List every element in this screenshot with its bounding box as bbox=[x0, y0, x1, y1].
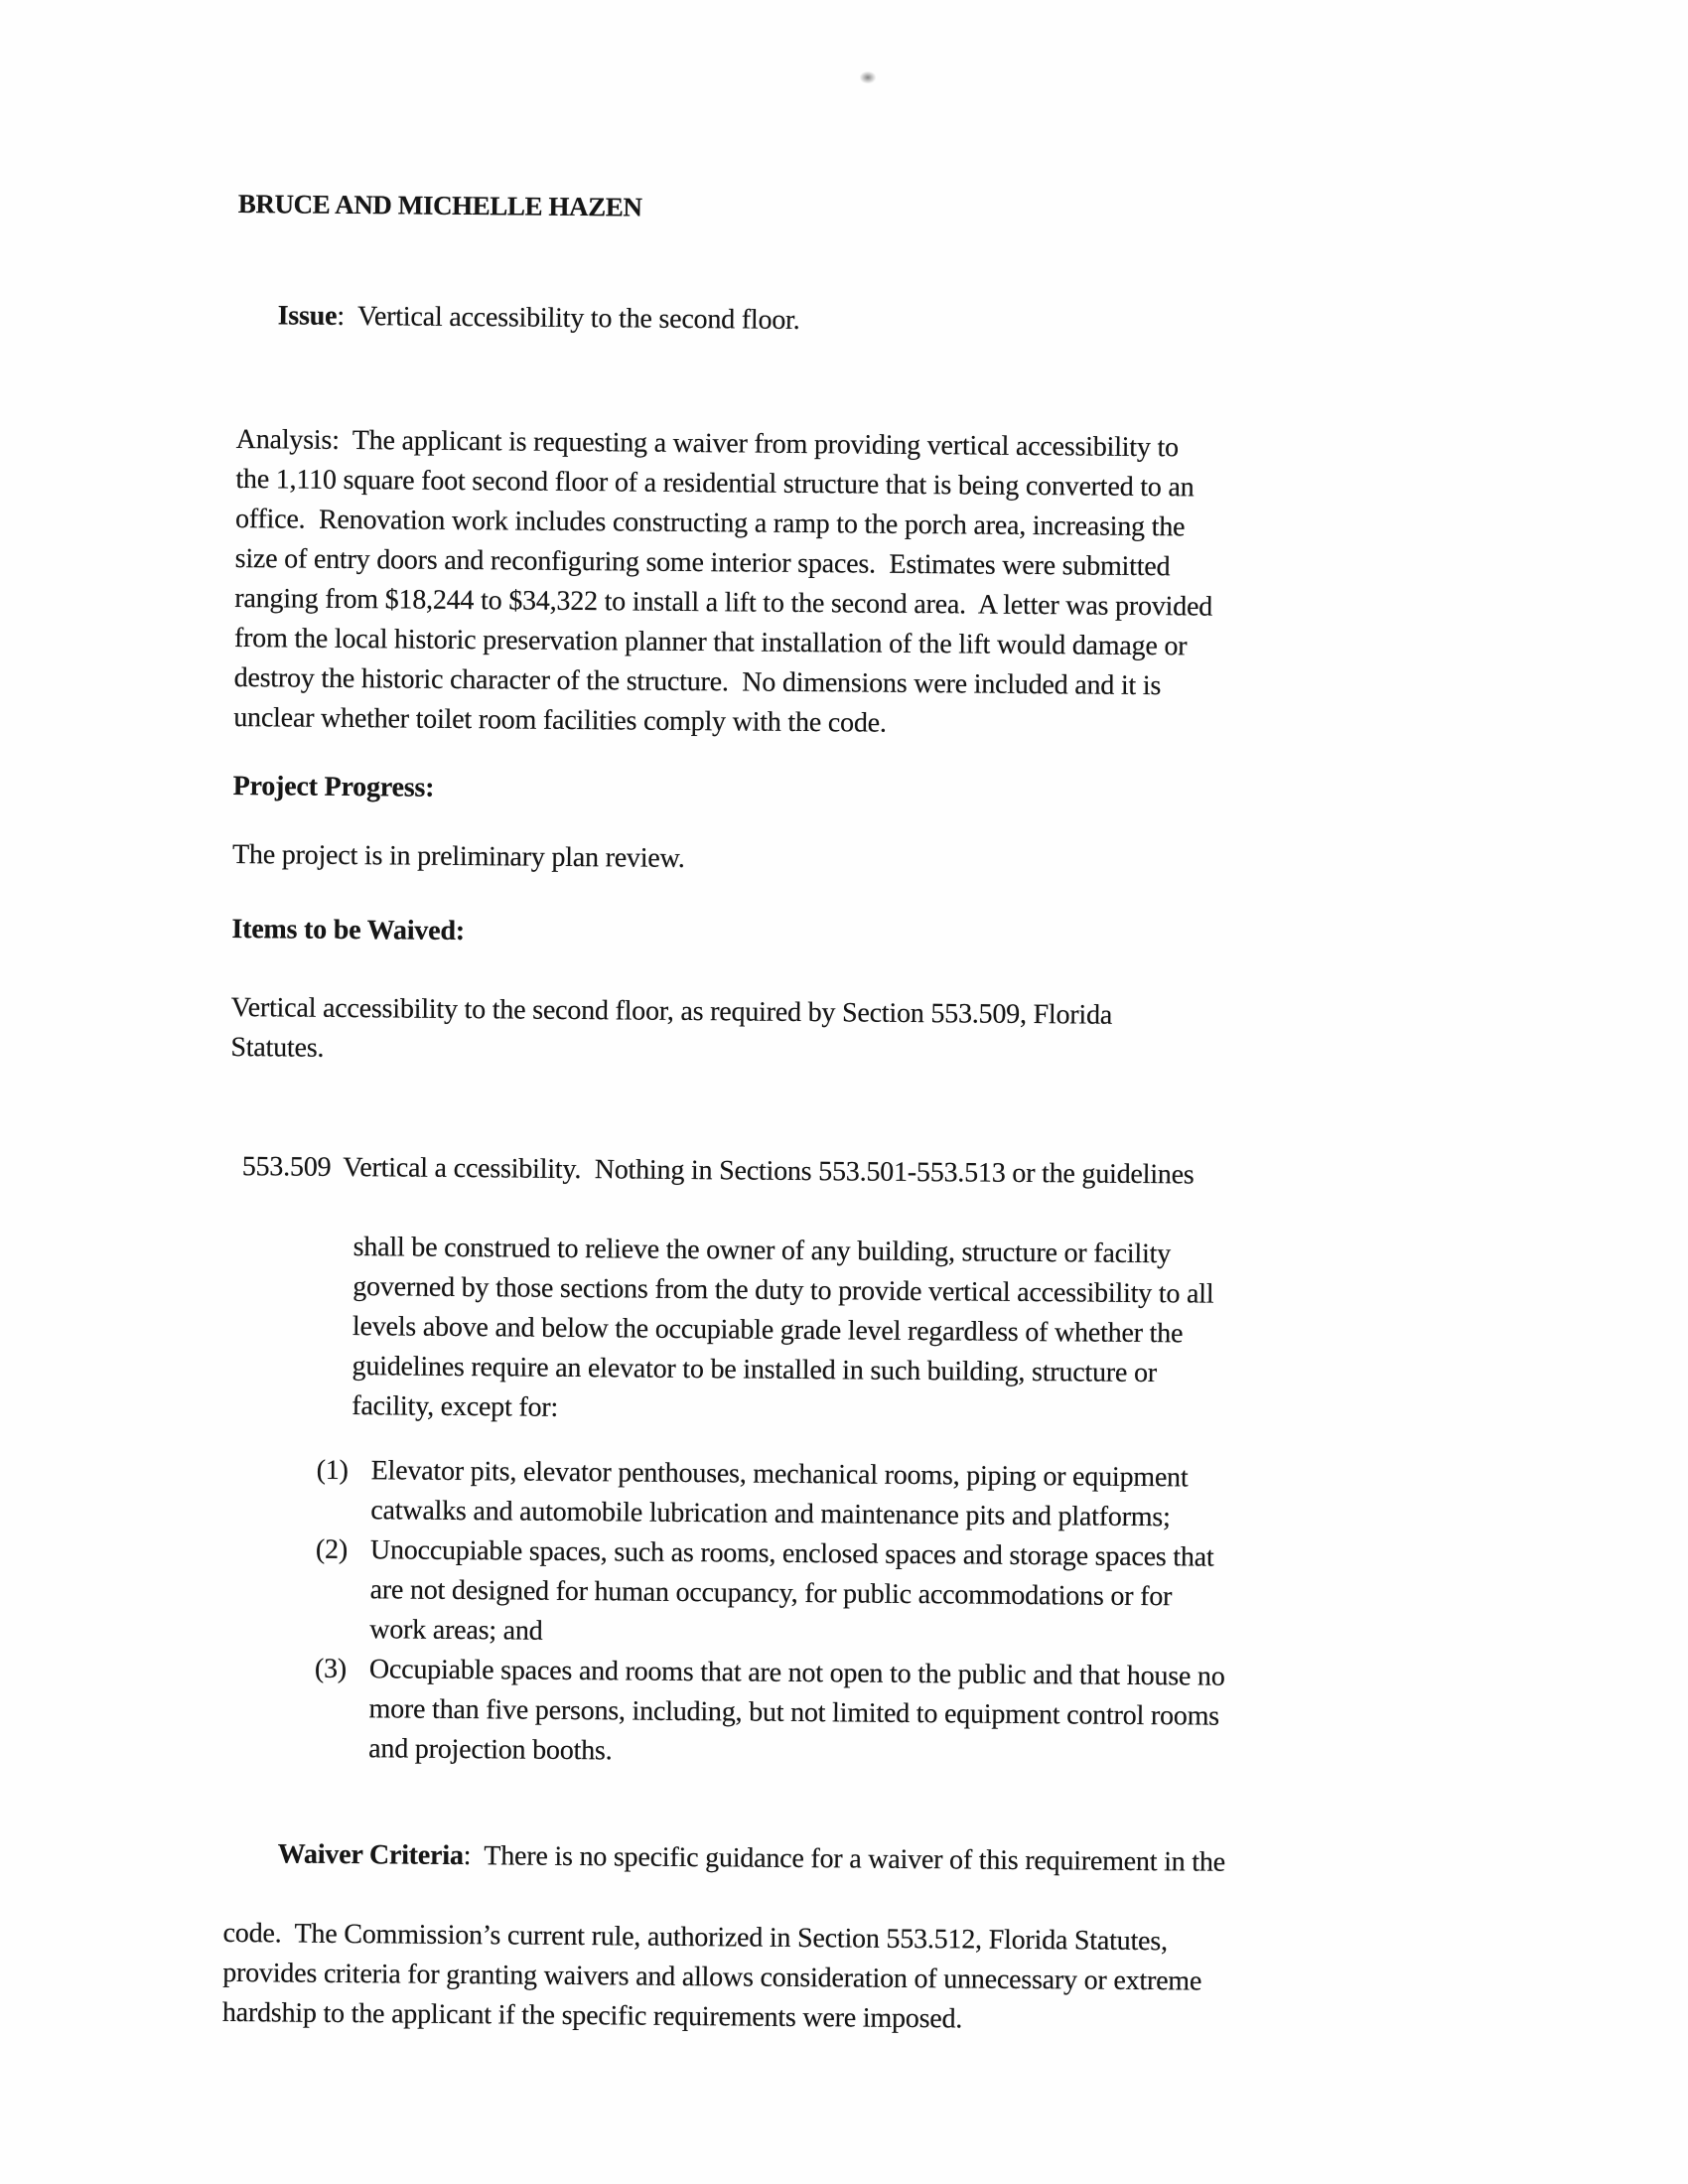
document-title: BRUCE AND MICHELLE HAZEN bbox=[237, 188, 642, 222]
text-line: work areas; and bbox=[369, 1614, 543, 1647]
document-content bbox=[222, 184, 1529, 2044]
scan-speck-artifact bbox=[860, 72, 876, 83]
list-marker: (3) bbox=[314, 1653, 348, 1685]
text-line: Unoccupiable spaces, such as rooms, enclosed spaces and storage spaces that bbox=[369, 1534, 1214, 1573]
waiver-criteria-paragraph bbox=[222, 1795, 1515, 2044]
statute-exception-item bbox=[316, 1451, 1518, 1541]
text-line: the 1,110 square foot second floor of a residential structure that is being converted to an bbox=[235, 463, 1195, 504]
issue-text: : Vertical accessibility to the second floor. bbox=[337, 300, 800, 336]
waiver-criteria-first-line bbox=[223, 1795, 1515, 1925]
text-line: Occupiable spaces and rooms that are not open to the public and that house no bbox=[368, 1654, 1225, 1692]
items-to-be-waived-heading: Items to be Waived: bbox=[231, 913, 466, 947]
list-item-lines bbox=[369, 1530, 1517, 1660]
analysis-paragraph bbox=[233, 420, 1527, 749]
statute-exceptions-list bbox=[314, 1451, 1518, 1780]
statute-number: 553.509 bbox=[241, 1151, 332, 1183]
text-line: size of entry doors and reconfiguring some interior spaces. Estimates were submitted bbox=[234, 542, 1171, 583]
statute-exception-item bbox=[314, 1650, 1516, 1780]
text-line: Vertical accessibility to the second floor, as required by Section 553.509, Florida bbox=[230, 991, 1113, 1031]
text-line: provides criteria for granting waivers and allows consideration of unnecessary or extreme bbox=[222, 1957, 1202, 1997]
list-item-lines bbox=[370, 1451, 1518, 1540]
waiver-criteria-first-line-text: : There is no specific guidance for a waiver of this requirement in the bbox=[463, 1840, 1226, 1878]
text-line: Statutes. bbox=[230, 1031, 325, 1064]
text-line: governed by those sections from the duty to provide vertical accessibility to all bbox=[352, 1271, 1214, 1310]
list-item-lines bbox=[368, 1650, 1516, 1779]
text-line: hardship to the applicant if the specific requirements were imposed. bbox=[221, 1996, 963, 2035]
statute-continuation bbox=[352, 1228, 1520, 1436]
statute-exception-item bbox=[315, 1530, 1517, 1661]
project-progress-heading: Project Progress: bbox=[232, 770, 435, 803]
issue-label: Issue bbox=[277, 300, 338, 332]
text-line: from the local historic preservation planner that installation of the lift would damage or bbox=[233, 622, 1188, 662]
list-marker: (2) bbox=[315, 1533, 349, 1566]
text-line: levels above and below the occupiable grade level regardless of whether the bbox=[352, 1311, 1184, 1350]
text-line: are not designed for human occupancy, for public accommodations or for bbox=[369, 1574, 1173, 1613]
waiver-criteria-label: Waiver Criteria bbox=[277, 1838, 464, 1872]
text-line: unclear whether toilet room facilities comply with the code. bbox=[233, 701, 887, 739]
items-to-be-waived-paragraph bbox=[230, 988, 1522, 1079]
statute-553509-paragraph bbox=[186, 1107, 1521, 1437]
text-line: code. The Commission’s current rule, authorized in Section 553.512, Florida Statutes, bbox=[222, 1917, 1168, 1958]
statute-first-line-text: Vertical a ccessibility. Nothing in Sections 553.501-553.513 or the guidelines bbox=[343, 1151, 1195, 1191]
waiver-criteria-continuation bbox=[222, 1914, 1514, 2044]
text-line: Elevator pits, elevator penthouses, mechanical rooms, piping or equipment bbox=[370, 1455, 1189, 1494]
issue-line bbox=[236, 256, 1528, 386]
text-line: office. Renovation work includes constructing a ramp to the porch area, increasing the bbox=[234, 503, 1186, 543]
text-line: Analysis: The applicant is requesting a waiver from providing vertical accessibility to bbox=[235, 423, 1180, 464]
text-line: ranging from $18,244 to $34,322 to install a lift to the second area. A letter was provided bbox=[234, 582, 1213, 623]
text-line: and projection booths. bbox=[368, 1733, 613, 1767]
statute-first-line bbox=[188, 1107, 1521, 1238]
text-line: destroy the historic character of the structure. No dimensions were included and it is bbox=[233, 661, 1162, 702]
text-line: facility, except for: bbox=[352, 1390, 559, 1423]
list-marker: (1) bbox=[316, 1454, 349, 1487]
text-line: shall be construed to relieve the owner of any building, structure or facility bbox=[352, 1232, 1172, 1270]
project-progress-text: The project is in preliminary plan review. bbox=[231, 838, 685, 874]
text-line: catwalks and automobile lubrication and maintenance pits and platforms; bbox=[370, 1495, 1171, 1533]
text-line: more than five persons, including, but not limited to equipment control rooms bbox=[368, 1693, 1220, 1732]
text-line: guidelines require an elevator to be installed in such building, structure or bbox=[352, 1351, 1158, 1389]
